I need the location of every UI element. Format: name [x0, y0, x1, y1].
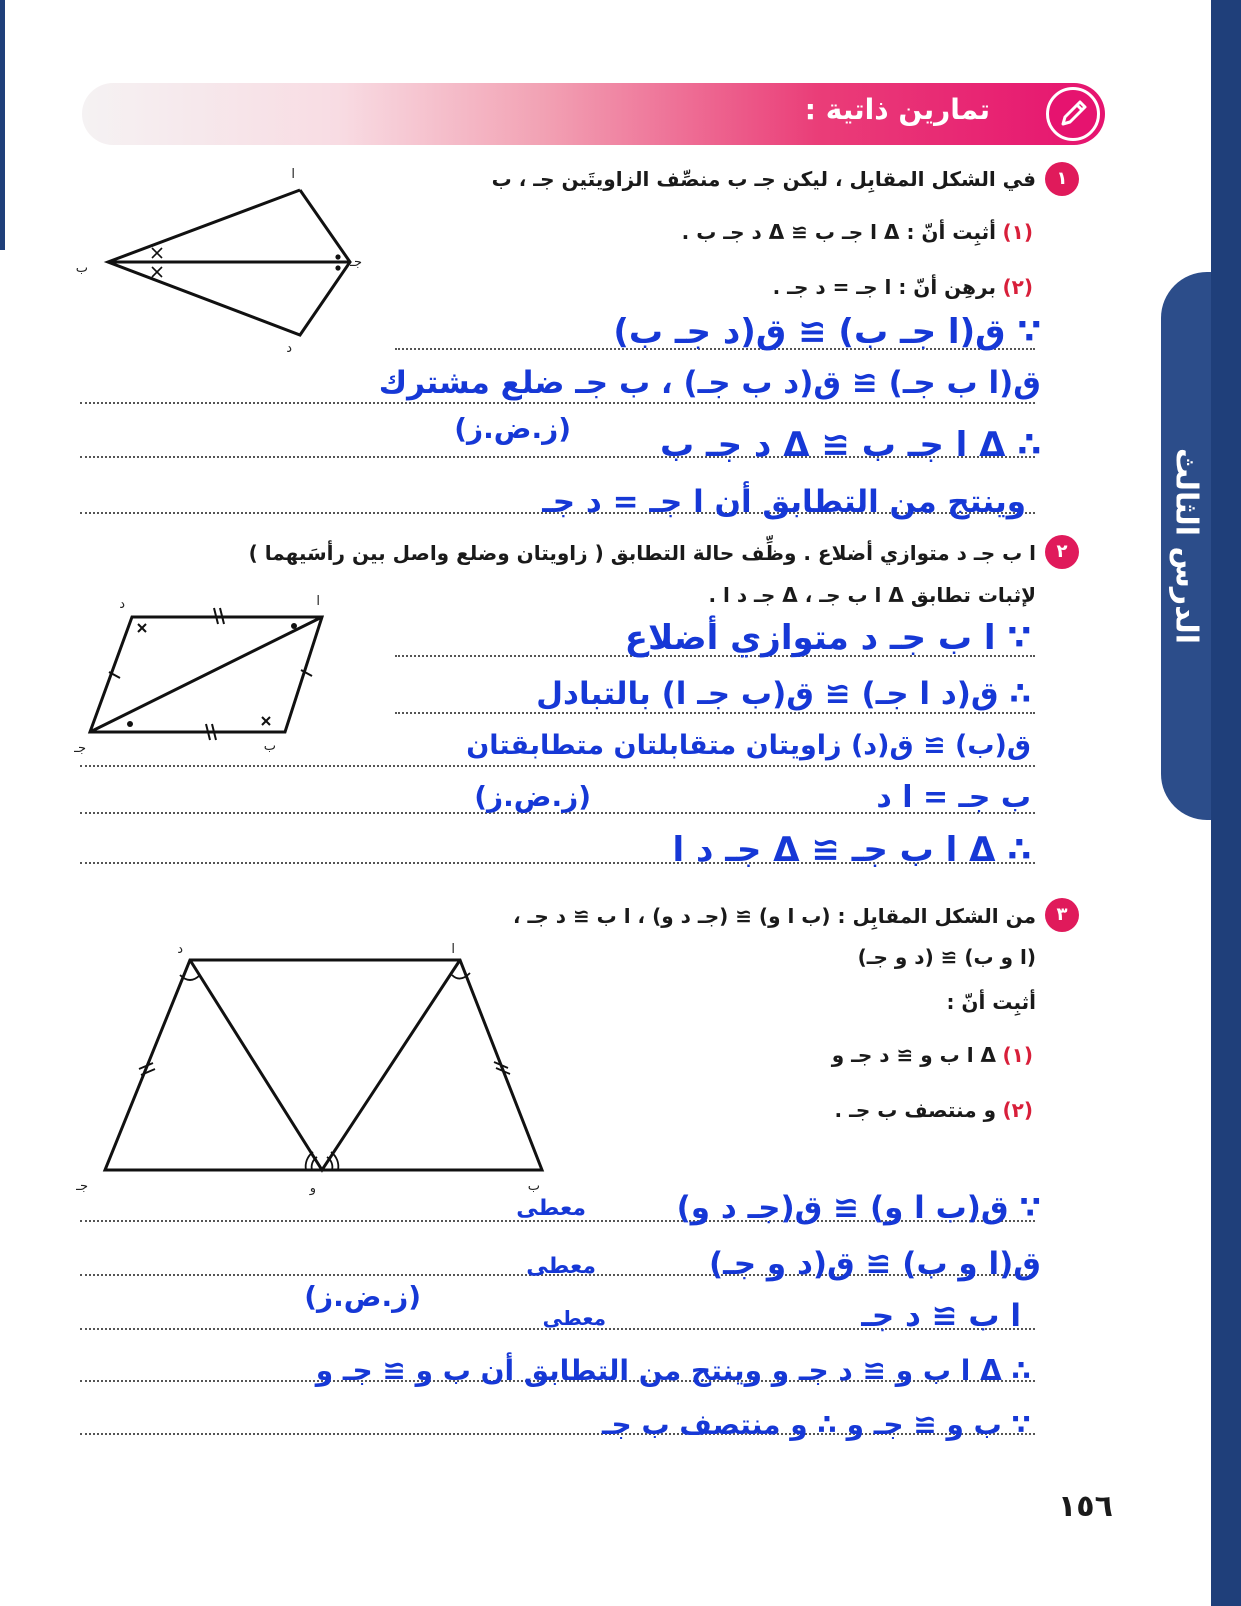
question-2-stem: ا ب جـ د متوازي أضلاع . وظِّف حالة التطابق ( زاويتان وضلع واصل بين رأسَيهما )	[248, 541, 1036, 565]
question-3-stem-continued: (ا و ب) ≅ (د و جـ)	[857, 945, 1036, 969]
handwritten-answer: ∴ ق(د ا جـ) ≅ ق(ب جـ ا) بالتبادل	[536, 676, 1031, 712]
q3-label-o: و	[309, 1181, 316, 1196]
q3-label-c: جـ	[76, 1179, 88, 1194]
question-3-stem: من الشكل المقابِل : (ب ا و) ≅ (جـ د و) ، ا ب ≅ د جـ ،	[512, 904, 1036, 928]
question-1-part-1-number: (١)	[1002, 220, 1033, 244]
question-2-stem-continued: لإثبات تطابق Δ ا ب جـ ، Δ جـ د ا .	[708, 583, 1036, 607]
q3-label-b: ب	[527, 1179, 540, 1194]
handwritten-answer: ∴ Δ ا جـ ب ≅ Δ د جـ ب	[659, 425, 1041, 465]
q2-label-a: ا	[316, 594, 320, 609]
handwritten-answer: (ز.ض.ز)	[454, 412, 571, 445]
answer-line	[80, 402, 1035, 404]
left-edge-bar	[0, 0, 5, 250]
handwritten-answer: وينتج من التطابق أن ا جـ = د جـ	[542, 484, 1026, 520]
handwritten-answer: معطى	[516, 1196, 586, 1221]
answer-line	[395, 712, 1035, 714]
question-3-number: ٣	[1045, 898, 1079, 932]
handwritten-answer: ∵ ق(ب ا و) ≅ ق(جـ د و)	[676, 1190, 1041, 1226]
question-2-number: ٢	[1045, 535, 1079, 569]
handwritten-answer: ق(ا ب جـ) ≅ ق(د ب جـ) ، ب جـ ضلع مشترك	[378, 365, 1041, 401]
question-3-prove-label: أثبِت أنّ :	[946, 990, 1036, 1014]
handwritten-answer: ب جـ = ا د	[876, 780, 1031, 815]
question-2-figure	[74, 590, 350, 765]
question-3-figure	[76, 935, 570, 1196]
question-3-part-2-number: (٢)	[1002, 1098, 1033, 1122]
q1-label-a: ا	[291, 167, 295, 182]
question-1-stem: في الشكل المقابِل ، ليكن جـ ب منصِّف الزاويتَين جـ ، ب	[491, 167, 1036, 191]
handwritten-answer: ∵ ا ب جـ د متوازي أضلاع	[624, 618, 1031, 658]
handwritten-answer: معطى	[526, 1254, 596, 1279]
section-title-bar	[82, 83, 1105, 145]
pencil-icon	[1046, 87, 1100, 141]
q2-label-d: د	[119, 597, 125, 612]
page-number: ١٥٦	[1058, 1489, 1113, 1524]
question-3-part-2-text: و منتصف ب جـ .	[834, 1098, 996, 1122]
q1-label-c: جـ	[350, 255, 362, 270]
handwritten-answer: ∴ Δ ا ب و ≅ د جـ و وينتج من التطابق أن ب و ≅ جـ و	[315, 1354, 1031, 1387]
handwritten-answer: ق(ب) ≅ ق(د) زاويتان متقابلتان متطابقتان	[466, 730, 1031, 761]
q2-label-b: ب	[263, 739, 276, 754]
handwritten-answer: ∵ ب و ≅ جـ و ∴ و منتصف ب جـ	[601, 1408, 1031, 1441]
q1-label-b: ب	[75, 261, 88, 276]
handwritten-answer: (ز.ض.ز)	[474, 780, 591, 813]
handwritten-answer: (ز.ض.ز)	[304, 1280, 421, 1313]
handwritten-answer: ∵ ق(ا جـ ب) ≅ ق(د جـ ب)	[613, 312, 1041, 352]
question-1-part-1-text: أثبِت أنّ : Δ ا جـ ب ≅ Δ د جـ ب .	[681, 220, 996, 244]
question-1-number: ١	[1045, 162, 1079, 196]
handwritten-answer: ا ب ≅ د جـ	[861, 1298, 1021, 1334]
handwritten-answer: ق(ا و ب) ≅ ق(د و جـ)	[709, 1246, 1041, 1282]
right-edge-stripe	[1211, 0, 1241, 1606]
q2-label-c: جـ	[74, 741, 86, 756]
handwritten-answer: ∴ Δ ا ب جـ ≅ Δ جـ د ا	[672, 830, 1031, 870]
question-1-part-2-number: (٢)	[1002, 275, 1033, 299]
handwritten-answer: معطى	[542, 1306, 606, 1330]
question-1-figure	[75, 160, 400, 360]
q3-label-a: ا	[451, 942, 455, 957]
lesson-side-tab-label: الدرس الثالث	[1168, 447, 1204, 645]
answer-line	[80, 765, 1035, 767]
question-1-part-2-text: برهِن أنّ : ا جـ = د جـ .	[772, 275, 996, 299]
section-title: تمارين ذاتية :	[804, 93, 990, 126]
q1-label-d: د	[286, 341, 292, 356]
question-3-part-1-text: Δ ا ب و ≅ د جـ و	[831, 1043, 996, 1067]
lesson-side-tab	[1161, 272, 1211, 820]
q3-label-d: د	[177, 942, 183, 957]
question-3-part-1-number: (١)	[1002, 1043, 1033, 1067]
